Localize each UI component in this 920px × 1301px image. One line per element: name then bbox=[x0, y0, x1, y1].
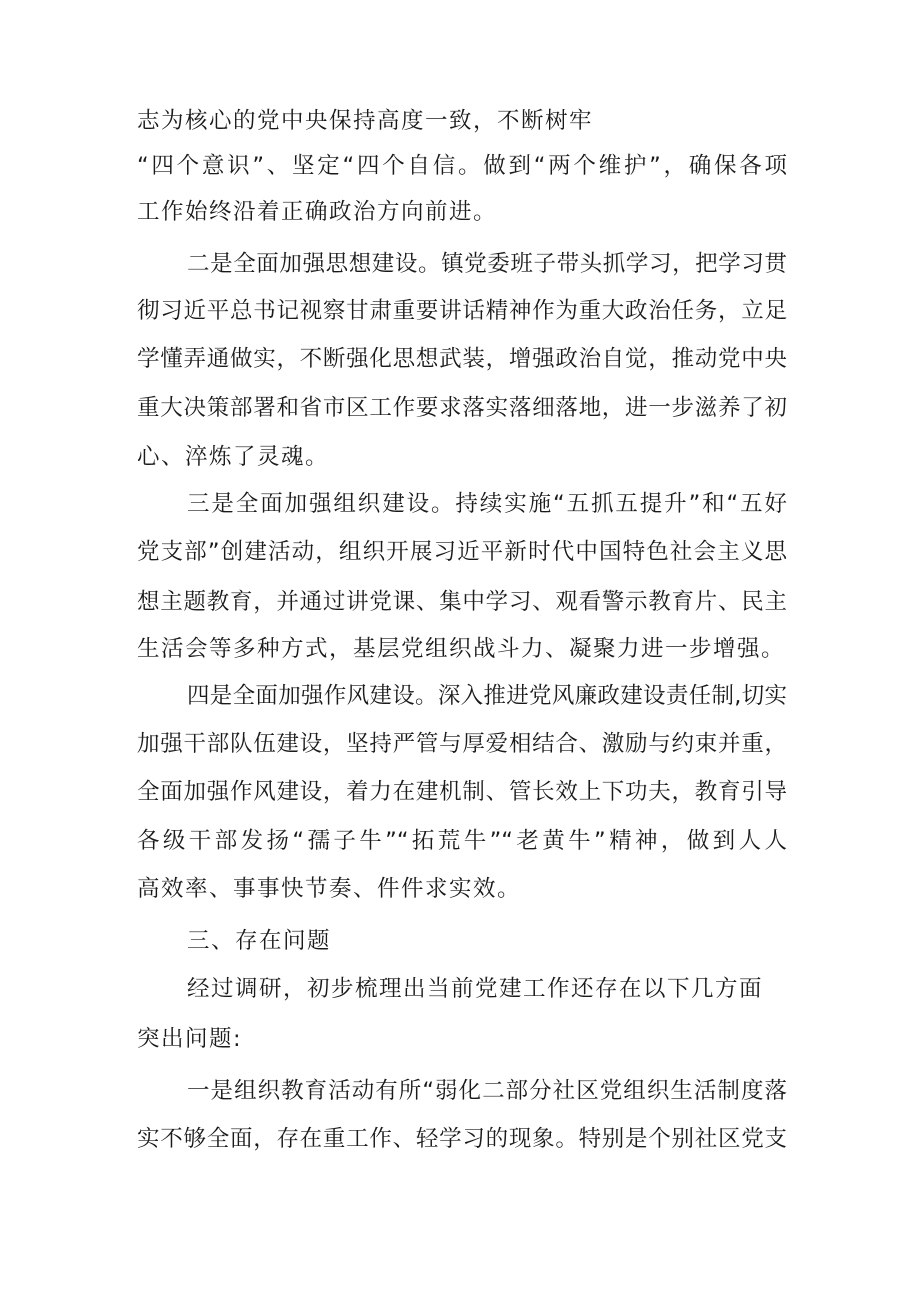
paragraph-start-line: 二是全面加强思想建设。镇党委班子带头抓学习，把学习贯 bbox=[187, 251, 787, 277]
text-line: 想主题教育，并通过讲党课、集中学习、观看警示教育片、民主 bbox=[137, 589, 787, 615]
text-line: 各级干部发扬“孺子牛”“拓荒牛”“老黄牛”精神，做到人人 bbox=[137, 828, 787, 854]
text-line: 实不够全面，存在重工作、轻学习的现象。特别是个别社区党支 bbox=[137, 1126, 787, 1152]
text-line: 党支部”创建活动，组织开展习近平新时代中国特色社会主义思 bbox=[137, 539, 787, 565]
text-line: 重大决策部署和省市区工作要求落实落细落地，进一步滋养了初 bbox=[137, 395, 787, 421]
text-line: 全面加强作风建设，着力在建机制、管长效上下功夫，教育引导 bbox=[137, 779, 787, 805]
text-line: 突出问题: bbox=[137, 1026, 243, 1052]
paragraph-start-line: 一是组织教育活动有所“弱化二部分社区党组织生活制度落 bbox=[187, 1078, 787, 1104]
text-line: 心、淬炼了灵魂。 bbox=[137, 444, 330, 470]
paragraph-start-line: 四是全面加强作风建设。深入推进党风廉政建设责任制,切实 bbox=[187, 683, 787, 709]
text-line: 加强干部队伍建设，坚持严管与厚爱相结合、激励与约束并重， bbox=[137, 731, 787, 757]
text-line: 高效率、事事快节奏、件件求实效。 bbox=[137, 876, 522, 902]
text-line: 学懂弄通做实，不断强化思想武装，增强政治自觉，推动党中央 bbox=[137, 346, 787, 372]
text-line: 志为核心的党中央保持高度一致，不断树牢 bbox=[137, 108, 594, 134]
text-line: “四个意识”、坚定“四个自信。做到“两个维护”，确保各项 bbox=[137, 153, 787, 179]
text-line: 工作始终沿着正确政治方向前进。 bbox=[137, 199, 498, 225]
section-heading: 三、存在问题 bbox=[187, 928, 332, 954]
paragraph-start-line: 经过调研，初步梳理出当前党建工作还存在以下几方面 bbox=[187, 976, 764, 1002]
text-line: 彻习近平总书记视察甘肃重要讲话精神作为重大政治任务，立足 bbox=[137, 298, 787, 324]
text-line: 生活会等多种方式，基层党组织战斗力、凝聚力进一步增强。 bbox=[137, 636, 786, 662]
paragraph-start-line: 三是全面加强组织建设。持续实施“五抓五提升”和“五好 bbox=[187, 491, 787, 517]
